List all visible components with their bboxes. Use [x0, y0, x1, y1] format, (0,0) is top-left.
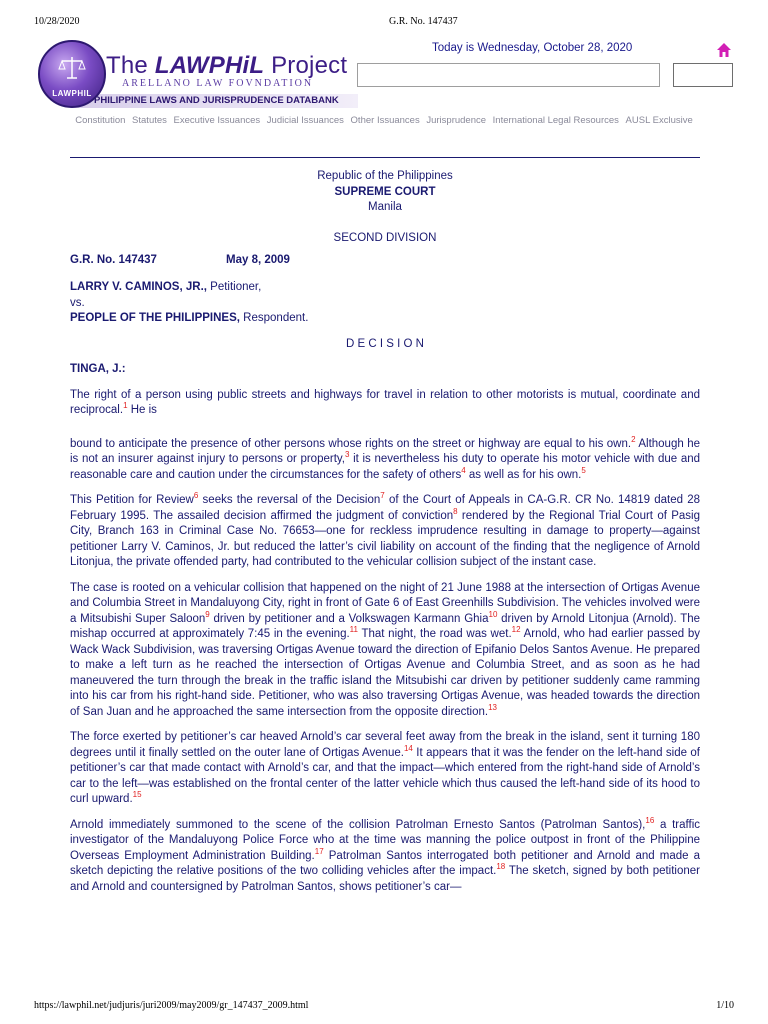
- footnote-ref[interactable]: 5: [581, 465, 586, 475]
- nav-constitution[interactable]: Constitution: [75, 115, 126, 126]
- ponente: TINGA, J.:: [70, 363, 126, 375]
- footnote-ref[interactable]: 2: [631, 434, 636, 444]
- nav-international-legal-resources[interactable]: International Legal Resources: [492, 115, 619, 126]
- print-header: [34, 16, 734, 30]
- republic-line: Republic of the Philippines: [317, 170, 453, 182]
- nav-ausl-exclusive[interactable]: AUSL Exclusive: [625, 115, 693, 126]
- lawphil-logo[interactable]: [38, 40, 358, 112]
- paragraph-6: Arnold immediately summoned to the scene of the collision Patrolman Ernesto Santos (Patrolman Santos),$^{16}$ a traffic investigator of the Mandaluyong Police Force who at the time was manning the police outpost in front of the Philippine Overseas Employment Administration Building.$^{17}$ Patrolman Santos interrogated both petitioner and Arnold and made a sketch depicting the relative positions of the two colliding vehicles after the impact.$^{18}$ The sketch, signed by both petitioner and Arnold and countersigned by Patrolman Santos, shows petitioner’s car—: [70, 815, 701, 893]
- home-icon[interactable]: [716, 42, 732, 58]
- nav-jurisprudence[interactable]: Jurisprudence: [426, 115, 487, 126]
- footnote-ref[interactable]: 8: [453, 506, 458, 516]
- footnote-ref[interactable]: 1: [123, 401, 128, 411]
- footnote-ref[interactable]: 18: [496, 862, 506, 872]
- footnote-ref[interactable]: 3: [344, 450, 350, 460]
- paragraph-5: The force exerted by petitioner’s car heaved Arnold’s car several feet away from the break in the island, sent it turning 180 degrees until it finally settled on the outer lane of Ortigas Avenue.$^{14}$ It appears that it was the fender on the left-hand side of petitioner’s car that made contact with Arnold’s car, and that the impact—which entered from the right-hand side of Arnold’s car to the left—was established on the frontal center of the latter vehicle which thus caused the left-hand side of its hood to curl upward.$^{15}$: [70, 731, 700, 805]
- logo-tagline: PHILIPPINE LAWS AND JURISPRUDENCE DATABANK: [94, 95, 339, 106]
- nav-executive-issuances[interactable]: Executive Issuances: [173, 115, 261, 126]
- decision-heading: D E C I S I O N: [346, 337, 424, 350]
- footnote-ref[interactable]: 7: [380, 491, 385, 501]
- respondent-line: PEOPLE OF THE PHILIPPINES, Respondent.: [70, 312, 309, 324]
- footnote-ref[interactable]: 14: [403, 743, 413, 753]
- logo-foundation: ARELLANO LAW FOVNDATION: [122, 78, 314, 89]
- decision-document: [70, 169, 700, 895]
- footnote-ref[interactable]: 12: [511, 625, 521, 635]
- main-nav: [0, 115, 768, 126]
- page-number: 1/10: [716, 1000, 734, 1011]
- versus: vs.: [70, 296, 85, 309]
- footnote-ref[interactable]: 9: [205, 609, 210, 619]
- search-input[interactable]: [357, 63, 660, 87]
- court-city: Manila: [368, 201, 402, 213]
- scales-of-justice-icon: [58, 54, 86, 82]
- nav-statutes[interactable]: Statutes: [132, 115, 167, 126]
- globe-icon: [38, 40, 106, 108]
- case-number: G.R. No. 147437: [70, 254, 157, 266]
- footnote-ref[interactable]: 17: [314, 846, 324, 856]
- footnote-ref[interactable]: 15: [132, 790, 142, 800]
- paragraph-2: bound to anticipate the presence of other persons whose rights on the street or highway are equal to his own.$^2$ Although he is not an insurer against injury to persons or property,$^3$ it is nevertheless his duty to operate his motor vehicle with due and reasonable care and caution under the circumstances for the safety of others$^4$ as well as for his own.$^5$: [70, 434, 701, 481]
- logo-title: The LAWPHiL Project: [106, 52, 348, 79]
- today-date: Today is Wednesday, October 28, 2020: [432, 42, 633, 54]
- print-title: G.R. No. 147437: [389, 16, 458, 27]
- footnote-ref[interactable]: 10: [488, 609, 498, 619]
- nav-other-issuances[interactable]: Other Issuances: [350, 115, 420, 126]
- paragraph-1: The right of a person using public streets and highways for travel in relation to other motorists is mutual, coordinate and reciprocal.$^1$ He is: [70, 388, 700, 416]
- division: SECOND DIVISION: [333, 231, 437, 244]
- case-date: May 8, 2009: [226, 254, 290, 266]
- paragraph-3: This Petition for Review$^6$ seeks the reversal of the Decision$^7$ of the Court of Appeals in CA-G.R. CR No. 14819 dated 28 February 1995. The assailed decision affirmed the judgment of conviction$^8$ rendered by the Regional Trial Court of Pasig City, Branch 163 in Criminal Case No. 76653—one for reckless imprudence resulting in damage to property—against petitioner Larry V. Caminos, Jr. but reduced the latter’s civil liability on account of the finding that the negligence of Arnold Litonjua, the private offended party, had contributed to the vehicular collision subject of the instant case.: [70, 491, 701, 568]
- petitioner-line: LARRY V. CAMINOS, JR., Petitioner,: [70, 281, 262, 293]
- footnote-ref[interactable]: 6: [193, 491, 199, 501]
- footnote-ref[interactable]: 16: [645, 815, 655, 825]
- print-footer: [34, 1000, 734, 1014]
- logo-band: [70, 94, 358, 108]
- page-url: https://lawphil.net/judjuris/juri2009/may2009/gr_147437_2009.html: [34, 1000, 309, 1011]
- paragraph-4: The case is rooted on a vehicular collision that happened on the night of 21 June 1988 at the intersection of Ortigas Avenue and Columbia Street in Mandaluyong City, right in front of Gate 6 of East Greenhills Subdivision. The vehicles involved were a Mitsubishi Super Saloon$^9$ driven by petitioner and a Volkswagen Karmann Ghia$^{10}$ driven by Arnold Litonjua (Arnold). The mishap occurred at approximately 7:45 in the evening.$^{11}$ That night, the road was wet.$^{12}$ Arnold, who had earlier passed by Wack Wack Subdivision, was traversing Ortigas Avenue toward the direction of Epifanio Delos Santos Avenue. He prepared to make a left turn as he reached the intersection of Ortigas Avenue and Columbia Street, and as soon as he had maneuvered the turn through the break in the traffic island the Mitsubishi car driven by petitioner suddenly came ramming into his car from his right-hand side. Petitioner, who was also traversing Ortigas Avenue, was headed towards the direction of San Juan and he approached the same intersection from the opposite direction.$^{13}$: [70, 581, 701, 718]
- print-date: 10/28/2020: [34, 16, 80, 27]
- search-button[interactable]: [673, 63, 733, 87]
- nav-judicial-issuances[interactable]: Judicial Issuances: [266, 115, 344, 126]
- globe-label: LAWPHIL: [52, 89, 92, 98]
- court-name: SUPREME COURT: [334, 185, 436, 198]
- footnote-ref[interactable]: 4: [461, 465, 466, 475]
- header-divider: [70, 157, 700, 158]
- footnote-ref[interactable]: 11: [349, 625, 358, 635]
- footnote-ref[interactable]: 13: [488, 702, 498, 712]
